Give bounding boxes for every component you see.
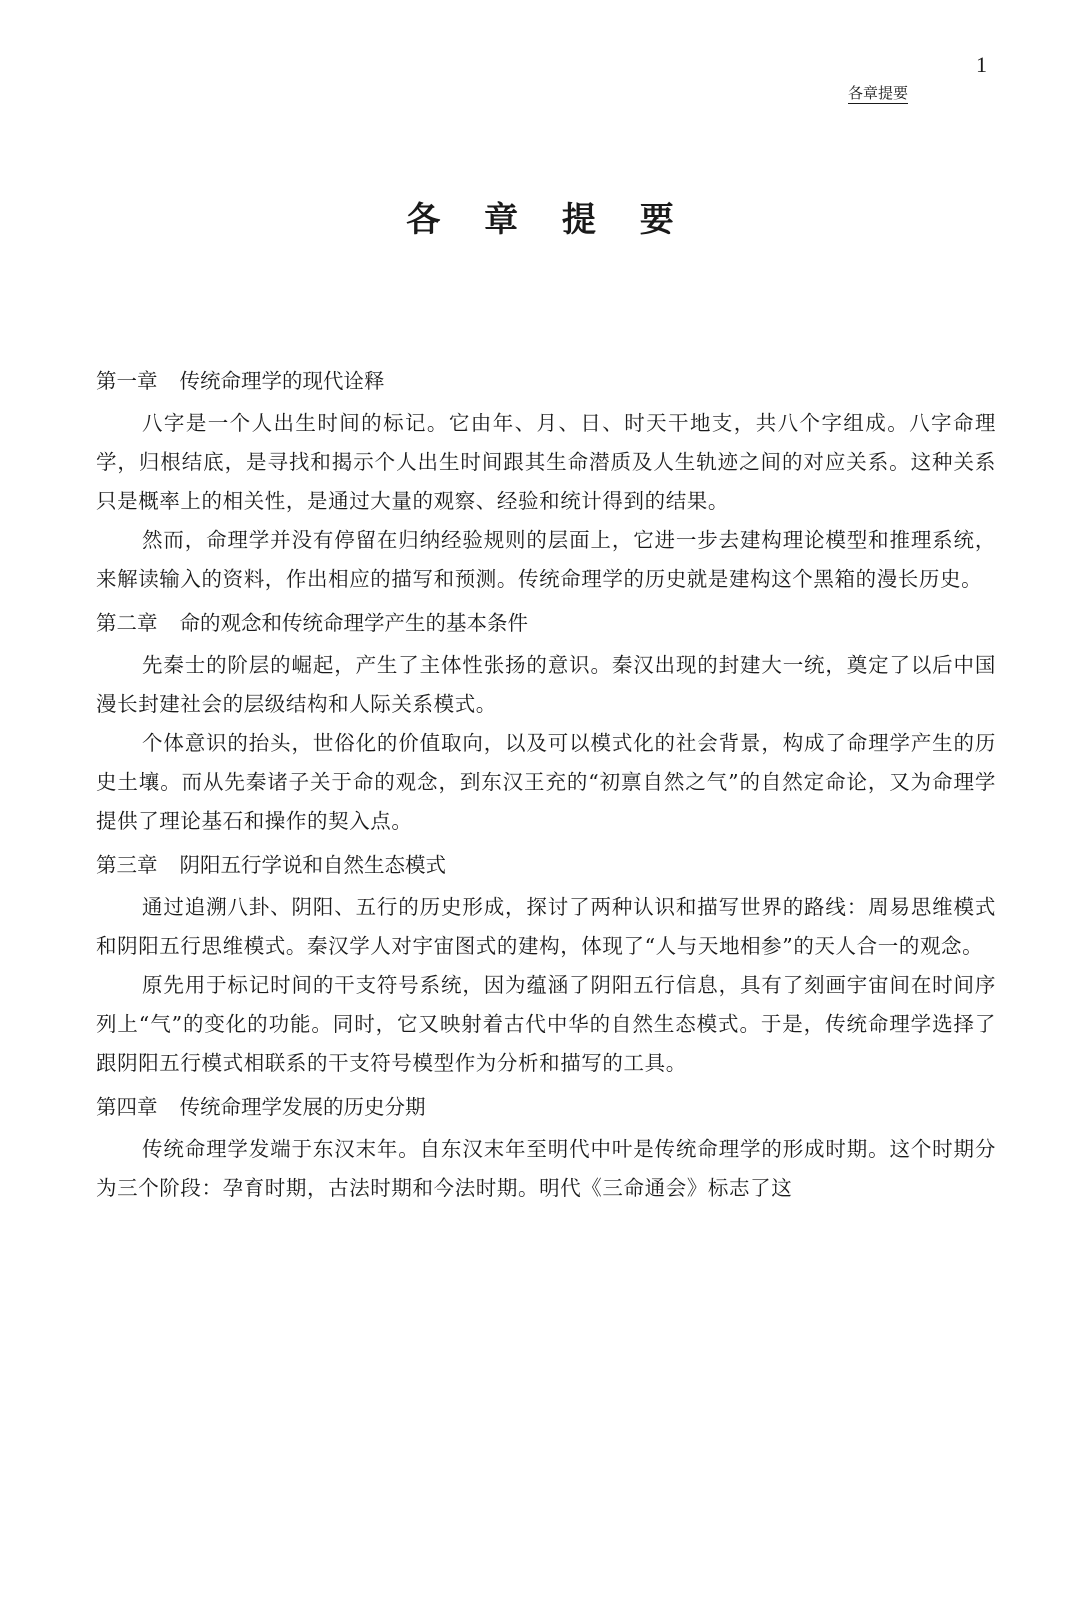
chapter-heading bbox=[96, 366, 996, 396]
paragraph: 先秦士的阶层的崛起，产生了主体性张扬的意识。秦汉出现的封建大一统，奠定了以后中国漫长封建社会的层级结构和人际关系模式。 bbox=[96, 653, 996, 716]
chapter-heading bbox=[96, 1092, 996, 1122]
chapter-number: 第四章 bbox=[96, 1095, 158, 1119]
paragraph: 八字是一个人出生时间的标记。它由年、月、日、时天干地支，共八个字组成。八字命理学，归根结底，是寻找和揭示个人出生时间跟其生命潜质及人生轨迹之间的对应关系。这种关系只是概率上的相关性，是通过大量的观察、经验和统计得到的结果。 bbox=[96, 411, 996, 513]
paragraph: 然而，命理学并没有停留在归纳经验规则的层面上，它进一步去建构理论模型和推理系统，来解读输入的资料，作出相应的描写和预测。传统命理学的历史就是建构这个黑箱的漫长历史。 bbox=[96, 528, 996, 591]
paragraph: 个体意识的抬头，世俗化的价值取向，以及可以模式化的社会背景，构成了命理学产生的历史土壤。而从先秦诸子关于命的观念，到东汉王充的“初禀自然之气”的自然定命论，又为命理学提供了理论基石和操作的契入点。 bbox=[96, 731, 996, 833]
chapter-1 bbox=[96, 366, 996, 599]
chapter-number: 第一章 bbox=[96, 369, 158, 393]
chapter-title: 命的观念和传统命理学产生的基本条件 bbox=[179, 611, 528, 635]
chapter-title: 传统命理学发展的历史分期 bbox=[179, 1095, 426, 1119]
page-title: 各 章 提 要 bbox=[406, 200, 690, 240]
running-header: 各章提要 bbox=[848, 84, 909, 102]
chapter-4 bbox=[96, 1092, 996, 1208]
paragraph: 原先用于标记时间的干支符号系统，因为蕴涵了阴阳五行信息，具有了刻画宇宙间在时间序列上“气”的变化的功能。同时，它又映射着古代中华的自然生态模式。于是，传统命理学选择了跟阴阳五行模式相联系的干支符号模型作为分析和描写的工具。 bbox=[96, 973, 996, 1075]
chapter-title: 阴阳五行学说和自然生态模式 bbox=[179, 853, 446, 877]
chapter-heading bbox=[96, 850, 996, 880]
chapter-number: 第二章 bbox=[96, 611, 158, 635]
chapter-title: 传统命理学的现代诠释 bbox=[179, 369, 385, 393]
chapter-heading bbox=[96, 608, 996, 638]
page-number: 1 bbox=[976, 52, 987, 77]
chapter-number: 第三章 bbox=[96, 853, 158, 877]
chapter-2 bbox=[96, 608, 996, 841]
body-text bbox=[96, 366, 996, 1217]
paragraph: 传统命理学发端于东汉末年。自东汉末年至明代中叶是传统命理学的形成时期。这个时期分为三个阶段：孕育时期，古法时期和今法时期。明代《三命通会》标志了这 bbox=[96, 1137, 996, 1200]
chapter-3 bbox=[96, 850, 996, 1083]
paragraph: 通过追溯八卦、阴阳、五行的历史形成，探讨了两种认识和描写世界的路线：周易思维模式和阴阳五行思维模式。秦汉学人对宇宙图式的建构，体现了“人与天地相参”的天人合一的观念。 bbox=[96, 895, 996, 958]
